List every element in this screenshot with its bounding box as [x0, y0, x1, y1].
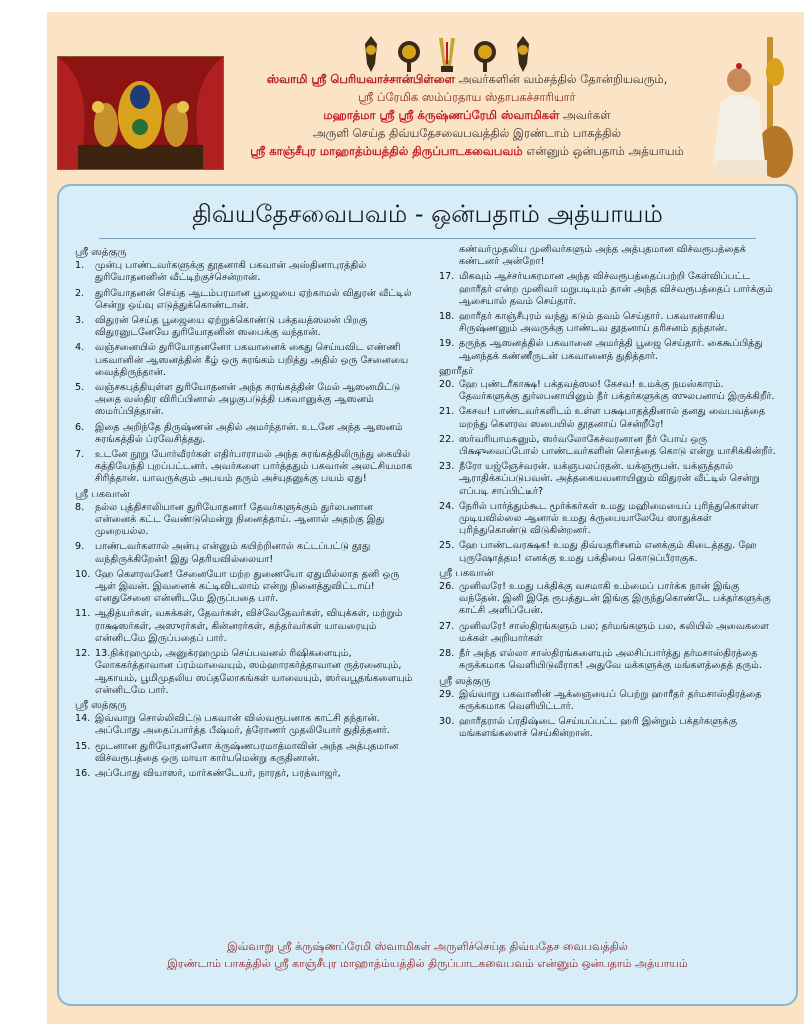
verse-item [439, 716, 781, 740]
verse-text: ஹாரீதரால் ப்ரதிஷ்டை செய்யப்பட்ட ஹரி இன்றும் பக்தர்களுக்கு மங்களங்களைச் செய்கின்றான். [459, 716, 738, 740]
verse-text: ஆதித்யர்கள், வசுக்கள், தேவர்கள், விச்வேதேவர்கள், வியுக்கள், மற்றும் ராக்ஷஸர்கள், அஸுரர்கள், கின்னரர்கள், கந்தர்வர்கள் யாவரையும் என்னிடமே இருப்பதைப் பார். [95, 608, 403, 644]
verse-number: 12. [75, 648, 91, 660]
verse-item [75, 260, 417, 284]
speaker-label: ஸ்ரீ ஸத்குரு [75, 247, 127, 258]
verse-item [75, 288, 417, 312]
colophon-line-2: இரண்டாம் பாகத்தில் ஸ்ரீ காஞ்சீபுர மாஹாத்ம்யத்தில் திருப்பாடகவைபவம் என்னும் ஒன்பதாம் அத்யாயம் [167, 957, 688, 970]
speaker-label: ஹாரீதர் [439, 365, 474, 377]
verse-item [439, 689, 781, 713]
verse-item [439, 648, 781, 672]
verse-number: 2. [75, 287, 85, 299]
header-line-4 [232, 124, 702, 142]
conch-emblem-icon [357, 34, 385, 74]
verse-number: 11. [75, 608, 91, 620]
verse-number: 30. [439, 716, 455, 728]
verse-text: கேசவ! பாண்டவர்களிடம் உள்ள பக்ஷபாதத்தினால் தனது வைபவத்தை மறந்து கௌரவ ஸபையில் தூதனாய் சென்றீரே! [459, 406, 766, 430]
verse-text: பாண்டவர்களால் அன்பு என்னும் கயிற்றினால் கட்டப்பட்டு தூது வந்திருக்கிறேன்! இது தெரியவில்லையா! [95, 541, 371, 565]
content-panel [57, 184, 798, 1006]
verse-text: இவ்வாறு பகவானின் ஆக்ஞையைப் பெற்று ஹாரீதர் தர்மசாஸ்திரத்தை சுருக்கமாக வெளியிட்டார். [459, 688, 762, 712]
verse-text: நீரோ யஜ்ஞேச்வரன். யக்ஞபலப்ரதன். யக்ஞரூபன். யக்ஞத்தால் ஆராதிக்கப்படுபவன். அத்தகையவனாயினும் விதுரன் வீட்டில் சென்று எப்படி சாப்பிட்டீர்? [459, 461, 760, 497]
header-chapter-rest: என்னும் ஒன்பதாம் அத்யாயம் [522, 144, 684, 158]
verse-text: துரியோதனன் செய்த ஆடம்பரமான பூஜையை ஏற்காமல் விதுரன் வீட்டில் சென்று ஒய்வு எடுத்துக்கொண்டான். [95, 287, 412, 311]
verse-number: 14. [75, 713, 91, 725]
verse-number: 21. [439, 406, 455, 418]
verse-text: ஸர்வரியாமகனும், ஸர்வலோகேச்வரனான நீர் போய் ஒரு பிக்ஷுவைப்போல் பாண்டவர்களின் சொத்தை கொடு என்று யாசிக்கின்றீர். [459, 433, 776, 458]
verse-number: 5. [75, 382, 85, 394]
verse-text: ஹே புண்டரீகாக்ஷ! பக்தவத்ஸல! கேசவ! உமக்கு நமஸ்காரம். தேவர்களுக்கு துர்லபனாயினும் நீர் பக்தர்களுக்கு ஸுலபனாய் இருக்கிறீர். [459, 379, 775, 403]
verse-number: 29. [439, 688, 455, 700]
verse-number: 9. [75, 541, 85, 553]
verse-text: முனிவரே! உமது பக்திக்கு வசமாகி உம்மைப் பார்க்க நான் இங்கு வந்தேன். இனி இதே ரூபத்துடன் இங்கு இருந்துகொண்டே பக்தர்களுக்கு காட்சி அளிப்பேன். [459, 581, 771, 617]
verse-text: முனிவரே! சாஸ்திரங்களும் பல; தர்மங்களும் பல, கலியில் அவைகளை மக்கள் அறியார்கள் [459, 620, 769, 644]
verse-text: வஞ்சனையில் துரியோதனனோ பகவானைக் கைது செய்யவிட எண்ணி பகவானின் ஆஸனத்தின் கீழ் ஒரு சுரங்கம் பறித்து அதில் ஒரு சேனையை வைத்திருந்தான். [95, 342, 409, 378]
title-divider [99, 238, 756, 239]
speaker-label: ஸ்ரீ ஸத்குரு [439, 675, 491, 687]
verse-number: 23. [439, 461, 455, 473]
header-line4-prefix: அருளி செய்த [312, 126, 390, 140]
colophon [59, 938, 796, 972]
verse-text: ஹே கௌரவனே! சேனையோ மற்ற துணையோ ஏதுமில்லாத தனி ஒரு ஆள் இவன். இவனைக் கட்டிவிடலாம் என்று நினைத்துவிட்டாய்! எனதுசேனை என்னிடமே இருப்பதை பார். [95, 568, 400, 605]
verse-continuation: கண்வர்முதலிய முனிவர்களும் அந்த அத்புதமான விச்வரூபத்தைக் கண்டனர் அன்றோ! [459, 244, 746, 268]
header-line-3 [232, 106, 702, 124]
header-work-name: திவ்யதேசவைபவத்தில் இரண்டாம் பாகத்தில் [389, 126, 622, 140]
verse-number: 4. [75, 342, 85, 354]
verse-text: அப்போது வியாஸர், மார்கண்டேயர், நாரதர், பரத்வாஜர், [95, 767, 341, 779]
verse-item [439, 621, 781, 645]
verse-item [75, 382, 417, 419]
verse-item [439, 434, 781, 458]
verse-text: தருந்த ஆஸனத்தில் பகவானை அமர்த்தி பூஜை செய்தார். கைகூப்பித்து ஆனந்தக் கண்ணீருடன் பகவானைத் துதித்தார். [459, 338, 763, 362]
header-line-2: ஸ்ரீ ப்ரேமிக ஸம்ப்ரதாய ஸ்தாபகச்சாரியார் [358, 90, 576, 104]
verse-number: 1. [75, 260, 85, 272]
conch-emblem-icon-2 [509, 34, 537, 74]
verse-number: 25. [439, 540, 455, 552]
verse-item [75, 713, 417, 737]
page-background [47, 12, 804, 1024]
verse-item [75, 422, 417, 446]
verse-number: 24. [439, 500, 455, 512]
verse-item [75, 502, 417, 539]
acharya-portrait-image [707, 32, 802, 182]
chakra-emblem-icon [395, 34, 423, 74]
verse-item [439, 271, 781, 308]
verse-item [439, 540, 781, 564]
emblem-row [357, 22, 537, 74]
verse-item [75, 569, 417, 606]
colophon-line-1: இவ்வாறு ஸ்ரீ க்ருஷ்ணப்ரேமி ஸ்வாமிகள் அருளிச்செய்த திவ்யதேச வைபவத்தில் [227, 940, 628, 953]
page-title: திவ்யதேசவைபவம் - ஒன்பதாம் அத்யாயம் [192, 200, 663, 228]
verse-item [439, 311, 781, 335]
verse-item [439, 461, 781, 498]
verse-text: உடனே நூறு யோர்வீரர்கள் எதிர்பாராமல் அந்த சுரங்கத்திலிருந்து கையில் கத்தியேந்தி புறப்பட்டனர். அவர்களை பார்த்ததும் பகவான் அலட்சியமாக சிரித்தான். யாவருக்கும் அபயம் தரும் அச்யுதனுக்கு பயம் ஏது! [95, 449, 413, 485]
verse-number: 18. [439, 311, 455, 323]
header-line-5 [232, 142, 702, 160]
verse-number: 28. [439, 648, 455, 660]
header-lineage-name: ஸ்வாமி ஸ்ரீ பெரியவாச்சான்பிள்ளை [266, 72, 456, 86]
verse-item [75, 449, 417, 486]
left-column [75, 244, 417, 783]
namam-emblem-icon [433, 34, 461, 74]
chakra-emblem-icon-2 [471, 34, 499, 74]
verse-number: 19. [439, 338, 455, 350]
deity-image [57, 56, 224, 170]
verse-item [75, 768, 417, 780]
verse-item [75, 541, 417, 565]
verse-number: 8. [75, 501, 85, 513]
header-lineage-rest: அவர்களின் வம்சத்தில் தோன்றியவரும், [455, 72, 668, 86]
verse-text: மிகவும் ஆச்சர்யகரமான அந்த விச்வரூபத்தைப்பற்றி கேள்விப்பட்ட ஹாரீதர் என்ற முனிவர் மறுபடியும் தான் அந்த விச்வரூபத்தைப் பார்க்கும் ஆசையால் தவம் செய்தார். [459, 271, 773, 307]
verse-text: இதை அறிந்தே திருஷ்ணன் அதில் அமர்ந்தான். உடனே அந்த ஆஸனம் சுரங்கத்தில் ப்ரவேசித்தது. [95, 421, 403, 445]
verse-item [75, 648, 417, 697]
verse-number: 20. [439, 379, 455, 391]
verse-item [75, 608, 417, 645]
verse-text: மூடனான துரியோதனனோ க்ருஷ்ணபரமாத்மாவின் அந்த அத்புதமான விச்வரூபத்தை ஒரு மாயா கார்யமென்று கருதினான். [95, 740, 399, 764]
verse-item [439, 581, 781, 618]
verse-text: இவ்வாறு சொல்லிவிட்டு பகவான் விஸ்வரூபனாக காட்சி தந்தான். அப்போது அதைப்பார்த்த பீஷ்மர், த்ரோணர் முதலியோர் துதித்தனர். [95, 713, 390, 737]
right-column [439, 244, 781, 744]
verse-number: 26. [439, 581, 455, 593]
header-line-1 [232, 70, 702, 88]
verse-text: ஹாரீதர் காஞ்சீபுரம் வந்து கடும் தவம் செய்தார். பகவானாகிய சிருஷ்ணனும் அவருக்கு பாண்டவ தூதனாய் தரிசனம் தந்தான். [459, 311, 728, 335]
verse-number: 7. [75, 449, 85, 461]
verse-item [75, 315, 417, 339]
header-author-name: மஹாத்மா ஸ்ரீ ஸ்ரீ க்ருஷ்ணப்ரேமி ஸ்வாமிகள் [323, 108, 560, 122]
verse-text: விதுரன் செய்த பூஜையை ஏற்றுக்கொண்டு பக்தவத்ஸலன் பிறகு விதுரனுடனேயே துரியோதனின் ஸபைக்கு வந்தான். [95, 315, 368, 339]
verse-text: முன்பு பாண்டவர்களுக்கு தூதனாகி பகவான் அஸ்தினாபுரத்தில் துரியோதனனின் வீட்டிற்குச்சென்றான். [95, 260, 367, 284]
verse-text: ஹே பாண்டவரக்ஷக! உமது திவ்யதரிசனம் எனக்கும் கிடைத்தது. ஹே புருஷோத்தம! எனக்கு உமது பக்தியை கொடுப்பீராகுக. [459, 540, 757, 564]
verse-number: 22. [439, 433, 455, 445]
verse-item [439, 338, 781, 362]
verse-text: நேரில் பார்த்தும்கூட மூர்க்கர்கள் உமது மஹிமையைப் புரிந்துகொள்ள முடியவில்லை ஆனால் உமது க்ருபையாலேயே ஸாதுக்கள் புரிந்துகொண்டு விடுகின்றனர். [459, 500, 759, 537]
verse-text: வஞ்சகபுத்தியுள்ள துரியோதனன் அந்த சுரங்கத்தின் மேல் ஆஸனமிட்டு அதை வஸ்திர விரிப்பினால் அழகுபடுத்தி பகவானுக்கு ஆஸனம் ஸமர்ப்பித்தான். [95, 382, 401, 418]
verse-text: நல்ல புத்திசாலியான துரியோதனா! தேவர்களுக்கும் துர்லபனான என்னைக் கட்ட வேண்டுமென்று நினைத்தாய். ஆனால் அதற்கு இது முறையல்ல. [95, 501, 385, 538]
verse-item [75, 741, 417, 765]
verse-item [439, 501, 781, 538]
deity-illustration [58, 57, 223, 169]
verse-item [75, 342, 417, 379]
verse-number: 17. [439, 271, 455, 283]
verse-text: 13.நிக்ரஹமும், அனுக்ரஹமும் செய்பவனல் ரிஷிகளையும், லோககர்த்தாவான ப்ரம்மாவையும், ஸம்ஹாரகர்த்தாவான ருத்ரனையும், ஆகாயம், பூமிமுதலிய ஸப்தலோகங்கள் யாவையும், ஸர்வபூதங்களையும் என்னிடமே பார். [95, 648, 413, 696]
verse-number: 3. [75, 315, 85, 327]
speaker-label: ஸ்ரீ பகவான் [75, 488, 130, 500]
speaker-label: ஸ்ரீ பகவான் [439, 567, 494, 579]
verse-item [439, 406, 781, 430]
verse-text: நீர் அந்த எல்லா சாஸ்திரங்களையும் அலசிப்பார்த்து தர்மசாஸ்திரத்தை சுருக்கமாக வெளியிடுவீராக! அதுவே மக்களுக்கு மங்களத்தைத் தரும். [459, 648, 762, 672]
verse-number: 16. [75, 767, 91, 779]
header-author-rest: அவர்கள் [559, 108, 611, 122]
verse-number: 27. [439, 620, 455, 632]
header-text [232, 70, 702, 160]
verse-number: 6. [75, 421, 85, 433]
verse-number: 10. [75, 568, 91, 580]
acharya-illustration [707, 32, 802, 182]
verse-item [439, 379, 781, 403]
header-chapter-name: ஸ்ரீ காஞ்சீபுர மாஹாத்ம்யத்தில் திருப்பாடகவைபவம் [250, 144, 523, 158]
verse-number: 15. [75, 740, 91, 752]
speaker-label: ஸ்ரீ ஸத்குரு [75, 699, 127, 711]
